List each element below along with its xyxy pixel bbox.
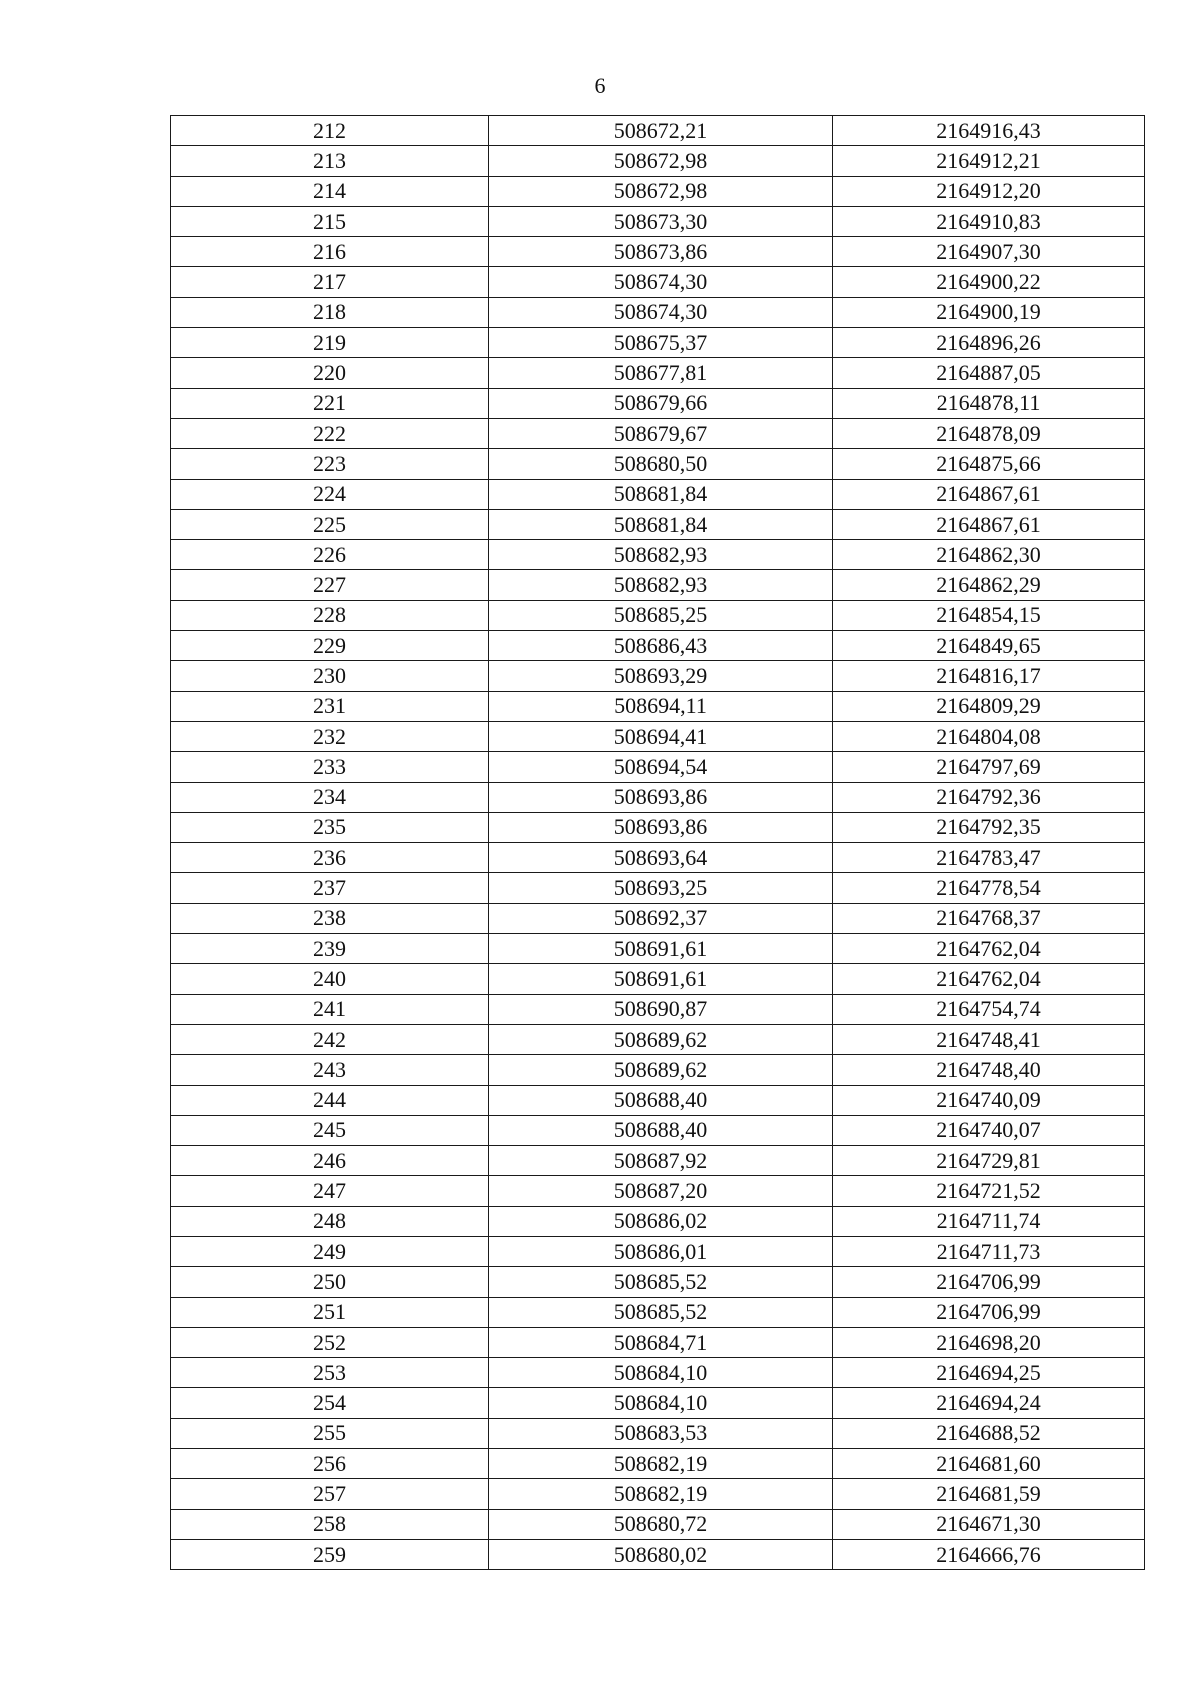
x-coordinate-cell: 508684,71: [489, 1327, 833, 1357]
x-coordinate-cell: 508687,92: [489, 1146, 833, 1176]
y-coordinate-cell: 2164681,60: [833, 1449, 1145, 1479]
y-coordinate-cell: 2164729,81: [833, 1146, 1145, 1176]
table-row: [171, 1479, 1145, 1509]
table-row: [171, 1024, 1145, 1054]
y-coordinate-cell: 2164762,04: [833, 934, 1145, 964]
y-coordinate-cell: 2164768,37: [833, 903, 1145, 933]
x-coordinate-cell: 508687,20: [489, 1176, 833, 1206]
point-number-cell: 236: [171, 843, 489, 873]
point-number-cell: 247: [171, 1176, 489, 1206]
x-coordinate-cell: 508686,43: [489, 631, 833, 661]
x-coordinate-cell: 508674,30: [489, 267, 833, 297]
point-number-cell: 246: [171, 1146, 489, 1176]
point-number-cell: 259: [171, 1539, 489, 1569]
page-number: 6: [594, 73, 606, 98]
x-coordinate-cell: 508672,98: [489, 176, 833, 206]
y-coordinate-cell: 2164740,09: [833, 1085, 1145, 1115]
table-row: [171, 176, 1145, 206]
point-number-cell: 256: [171, 1449, 489, 1479]
y-coordinate-cell: 2164792,35: [833, 812, 1145, 842]
x-coordinate-cell: 508689,62: [489, 1024, 833, 1054]
point-number-cell: 229: [171, 631, 489, 661]
table-row: [171, 1085, 1145, 1115]
point-number-cell: 212: [171, 116, 489, 146]
point-number-cell: 228: [171, 600, 489, 630]
y-coordinate-cell: 2164688,52: [833, 1418, 1145, 1448]
x-coordinate-cell: 508681,84: [489, 509, 833, 539]
y-coordinate-cell: 2164671,30: [833, 1509, 1145, 1539]
y-coordinate-cell: 2164896,26: [833, 328, 1145, 358]
y-coordinate-cell: 2164706,99: [833, 1267, 1145, 1297]
y-coordinate-cell: 2164748,41: [833, 1024, 1145, 1054]
y-coordinate-cell: 2164797,69: [833, 752, 1145, 782]
point-number-cell: 222: [171, 418, 489, 448]
x-coordinate-cell: 508692,37: [489, 903, 833, 933]
point-number-cell: 221: [171, 388, 489, 418]
y-coordinate-cell: 2164748,40: [833, 1055, 1145, 1085]
x-coordinate-cell: 508682,19: [489, 1479, 833, 1509]
y-coordinate-cell: 2164694,25: [833, 1358, 1145, 1388]
x-coordinate-cell: 508688,40: [489, 1085, 833, 1115]
point-number-cell: 216: [171, 237, 489, 267]
table-row: [171, 418, 1145, 448]
x-coordinate-cell: 508688,40: [489, 1115, 833, 1145]
table-row: [171, 1236, 1145, 1266]
point-number-cell: 213: [171, 146, 489, 176]
table-row: [171, 934, 1145, 964]
point-number-cell: 230: [171, 661, 489, 691]
y-coordinate-cell: 2164711,74: [833, 1206, 1145, 1236]
point-number-cell: 238: [171, 903, 489, 933]
y-coordinate-cell: 2164792,36: [833, 782, 1145, 812]
y-coordinate-cell: 2164862,29: [833, 570, 1145, 600]
x-coordinate-cell: 508693,86: [489, 812, 833, 842]
point-number-cell: 226: [171, 540, 489, 570]
table-row: [171, 1297, 1145, 1327]
point-number-cell: 220: [171, 358, 489, 388]
point-number-cell: 218: [171, 297, 489, 327]
point-number-cell: 234: [171, 782, 489, 812]
point-number-cell: 224: [171, 479, 489, 509]
y-coordinate-cell: 2164910,83: [833, 206, 1145, 236]
point-number-cell: 251: [171, 1297, 489, 1327]
table-row: [171, 206, 1145, 236]
point-number-cell: 249: [171, 1236, 489, 1266]
x-coordinate-cell: 508693,29: [489, 661, 833, 691]
y-coordinate-cell: 2164878,11: [833, 388, 1145, 418]
x-coordinate-cell: 508672,21: [489, 116, 833, 146]
point-number-cell: 239: [171, 934, 489, 964]
point-number-cell: 250: [171, 1267, 489, 1297]
y-coordinate-cell: 2164694,24: [833, 1388, 1145, 1418]
table-row: [171, 1176, 1145, 1206]
table-row: [171, 782, 1145, 812]
y-coordinate-cell: 2164740,07: [833, 1115, 1145, 1145]
point-number-cell: 233: [171, 752, 489, 782]
y-coordinate-cell: 2164862,30: [833, 540, 1145, 570]
x-coordinate-cell: 508679,66: [489, 388, 833, 418]
point-number-cell: 257: [171, 1479, 489, 1509]
x-coordinate-cell: 508694,54: [489, 752, 833, 782]
x-coordinate-cell: 508682,93: [489, 540, 833, 570]
y-coordinate-cell: 2164809,29: [833, 691, 1145, 721]
table-row: [171, 812, 1145, 842]
y-coordinate-cell: 2164878,09: [833, 418, 1145, 448]
point-number-cell: 215: [171, 206, 489, 236]
y-coordinate-cell: 2164912,21: [833, 146, 1145, 176]
x-coordinate-cell: 508673,86: [489, 237, 833, 267]
point-number-cell: 255: [171, 1418, 489, 1448]
point-number-cell: 227: [171, 570, 489, 600]
x-coordinate-cell: 508685,25: [489, 600, 833, 630]
x-coordinate-cell: 508685,52: [489, 1297, 833, 1327]
table-row: [171, 116, 1145, 146]
x-coordinate-cell: 508685,52: [489, 1267, 833, 1297]
x-coordinate-cell: 508683,53: [489, 1418, 833, 1448]
x-coordinate-cell: 508677,81: [489, 358, 833, 388]
table-row: [171, 479, 1145, 509]
table-row: [171, 661, 1145, 691]
y-coordinate-cell: 2164854,15: [833, 600, 1145, 630]
table-row: [171, 388, 1145, 418]
point-number-cell: 214: [171, 176, 489, 206]
y-coordinate-cell: 2164711,73: [833, 1236, 1145, 1266]
table-row: [171, 691, 1145, 721]
y-coordinate-cell: 2164900,19: [833, 297, 1145, 327]
x-coordinate-cell: 508691,61: [489, 934, 833, 964]
table-row: [171, 1388, 1145, 1418]
y-coordinate-cell: 2164783,47: [833, 843, 1145, 873]
x-coordinate-cell: 508679,67: [489, 418, 833, 448]
y-coordinate-cell: 2164721,52: [833, 1176, 1145, 1206]
y-coordinate-cell: 2164916,43: [833, 116, 1145, 146]
table-row: [171, 328, 1145, 358]
table-row: [171, 570, 1145, 600]
table-row: [171, 1146, 1145, 1176]
x-coordinate-cell: 508686,02: [489, 1206, 833, 1236]
point-number-cell: 241: [171, 994, 489, 1024]
x-coordinate-cell: 508684,10: [489, 1388, 833, 1418]
table-row: [171, 964, 1145, 994]
x-coordinate-cell: 508693,64: [489, 843, 833, 873]
y-coordinate-cell: 2164907,30: [833, 237, 1145, 267]
x-coordinate-cell: 508680,72: [489, 1509, 833, 1539]
point-number-cell: 244: [171, 1085, 489, 1115]
x-coordinate-cell: 508691,61: [489, 964, 833, 994]
table-row: [171, 752, 1145, 782]
point-number-cell: 235: [171, 812, 489, 842]
table-row: [171, 237, 1145, 267]
y-coordinate-cell: 2164778,54: [833, 873, 1145, 903]
y-coordinate-cell: 2164900,22: [833, 267, 1145, 297]
table-row: [171, 600, 1145, 630]
y-coordinate-cell: 2164754,74: [833, 994, 1145, 1024]
y-coordinate-cell: 2164698,20: [833, 1327, 1145, 1357]
y-coordinate-cell: 2164681,59: [833, 1479, 1145, 1509]
x-coordinate-cell: 508681,84: [489, 479, 833, 509]
x-coordinate-cell: 508673,30: [489, 206, 833, 236]
table-row: [171, 1267, 1145, 1297]
table-row: [171, 1449, 1145, 1479]
point-number-cell: 245: [171, 1115, 489, 1145]
x-coordinate-cell: 508674,30: [489, 297, 833, 327]
x-coordinate-cell: 508684,10: [489, 1358, 833, 1388]
point-number-cell: 223: [171, 449, 489, 479]
point-number-cell: 237: [171, 873, 489, 903]
x-coordinate-cell: 508680,50: [489, 449, 833, 479]
x-coordinate-cell: 508672,98: [489, 146, 833, 176]
x-coordinate-cell: 508686,01: [489, 1236, 833, 1266]
point-number-cell: 231: [171, 691, 489, 721]
y-coordinate-cell: 2164666,76: [833, 1539, 1145, 1569]
y-coordinate-cell: 2164816,17: [833, 661, 1145, 691]
x-coordinate-cell: 508689,62: [489, 1055, 833, 1085]
x-coordinate-cell: 508693,86: [489, 782, 833, 812]
table-row: [171, 540, 1145, 570]
table-row: [171, 1055, 1145, 1085]
point-number-cell: 253: [171, 1358, 489, 1388]
x-coordinate-cell: 508682,93: [489, 570, 833, 600]
y-coordinate-cell: 2164912,20: [833, 176, 1145, 206]
table-row: [171, 631, 1145, 661]
table-row: [171, 509, 1145, 539]
table-row: [171, 1358, 1145, 1388]
x-coordinate-cell: 508675,37: [489, 328, 833, 358]
x-coordinate-cell: 508693,25: [489, 873, 833, 903]
table-row: [171, 1206, 1145, 1236]
x-coordinate-cell: 508680,02: [489, 1539, 833, 1569]
x-coordinate-cell: 508694,11: [489, 691, 833, 721]
table-row: [171, 1327, 1145, 1357]
point-number-cell: 219: [171, 328, 489, 358]
y-coordinate-cell: 2164867,61: [833, 509, 1145, 539]
table-row: [171, 1539, 1145, 1569]
table-row: [171, 873, 1145, 903]
point-number-cell: 248: [171, 1206, 489, 1236]
table-row: [171, 1115, 1145, 1145]
point-number-cell: 252: [171, 1327, 489, 1357]
table-row: [171, 1418, 1145, 1448]
table-row: [171, 994, 1145, 1024]
point-number-cell: 258: [171, 1509, 489, 1539]
y-coordinate-cell: 2164706,99: [833, 1297, 1145, 1327]
table-row: [171, 903, 1145, 933]
table-row: [171, 1509, 1145, 1539]
table-row: [171, 297, 1145, 327]
x-coordinate-cell: 508694,41: [489, 721, 833, 751]
point-number-cell: 254: [171, 1388, 489, 1418]
table-row: [171, 449, 1145, 479]
y-coordinate-cell: 2164849,65: [833, 631, 1145, 661]
coordinates-table: [170, 115, 1145, 1570]
point-number-cell: 242: [171, 1024, 489, 1054]
table-row: [171, 146, 1145, 176]
point-number-cell: 243: [171, 1055, 489, 1085]
point-number-cell: 217: [171, 267, 489, 297]
table-row: [171, 843, 1145, 873]
y-coordinate-cell: 2164867,61: [833, 479, 1145, 509]
x-coordinate-cell: 508690,87: [489, 994, 833, 1024]
y-coordinate-cell: 2164804,08: [833, 721, 1145, 751]
x-coordinate-cell: 508682,19: [489, 1449, 833, 1479]
point-number-cell: 232: [171, 721, 489, 751]
y-coordinate-cell: 2164887,05: [833, 358, 1145, 388]
table-row: [171, 358, 1145, 388]
point-number-cell: 240: [171, 964, 489, 994]
y-coordinate-cell: 2164875,66: [833, 449, 1145, 479]
table-row: [171, 267, 1145, 297]
coordinates-table-body: [171, 116, 1145, 1570]
point-number-cell: 225: [171, 509, 489, 539]
y-coordinate-cell: 2164762,04: [833, 964, 1145, 994]
table-row: [171, 721, 1145, 751]
